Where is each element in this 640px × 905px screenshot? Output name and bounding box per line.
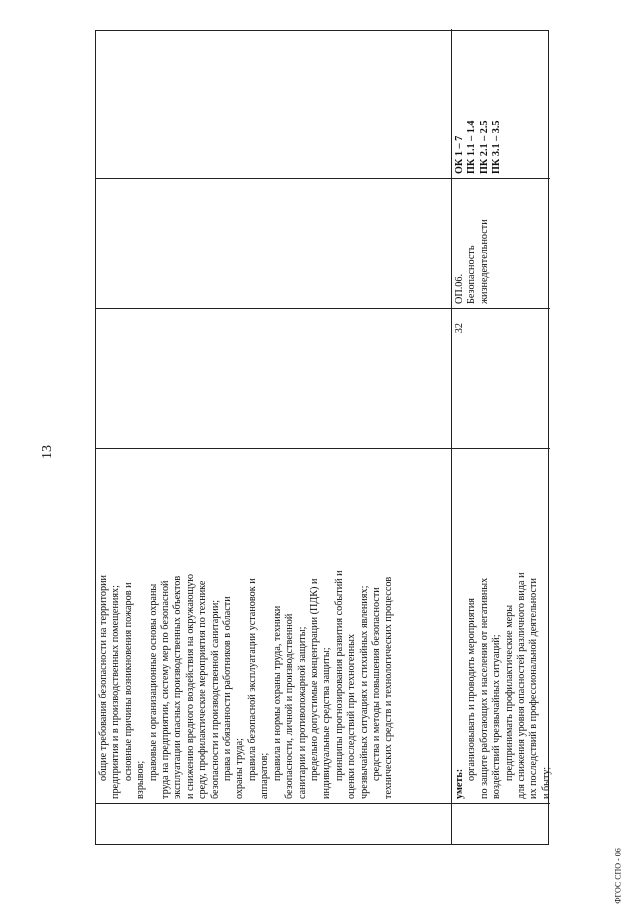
curriculum-table	[95, 30, 552, 845]
knowledge-line: правила безопасной эксплуатации установок и	[246, 578, 258, 781]
knowledge-line: оценки последствий при техногенных	[346, 633, 358, 799]
knowledge-line: труда на предприятии, систему мер по безопасной	[160, 580, 172, 799]
skills-line: организовывать и проводить мероприятия	[466, 598, 478, 781]
index-cell	[96, 804, 451, 844]
skills-line: их последствий в профессиональной деятельности	[528, 578, 540, 799]
knowledge-line: охраны труда;	[234, 738, 246, 799]
discipline-cell	[452, 179, 550, 309]
competence-line: ОК 1 – 7	[454, 135, 465, 174]
knowledge-line: безопасности и производственной санитарии;	[209, 599, 221, 799]
curriculum-table-wrapper	[95, 30, 552, 845]
knowledge-line: среду, профилактические мероприятия по технике	[197, 580, 209, 799]
knowledge-line: предприятия и в производственных помещениях;	[110, 585, 122, 799]
hours-cell-top	[96, 309, 451, 449]
knowledge-line: принципы прогнозирования развития событий и	[333, 570, 345, 781]
page-number: 13	[40, 445, 55, 459]
skills-line: и быту;	[540, 766, 552, 799]
discipline-line: ОП.06.	[454, 274, 465, 304]
discipline-line: жизнедеятельности	[478, 219, 490, 304]
knowledge-line: и снижению вредного воздействия на окружающую	[184, 574, 196, 799]
index-cell-bottom	[452, 804, 550, 844]
skills-line: воздействий чрезвычайных ситуаций;	[491, 634, 503, 799]
skills-cell	[452, 449, 550, 804]
knowledge-line: права и обязанности работников в области	[222, 596, 234, 781]
knowledge-line: взрывов;	[135, 760, 147, 799]
knowledge-line: индивидуальные средства защиты;	[321, 647, 333, 799]
knowledge-line: правовые и организационные основы охраны	[147, 583, 159, 781]
competence-cell-top	[96, 29, 451, 179]
competence-line: ПК 2.1 – 2.5	[478, 120, 490, 174]
table-row-skills	[452, 29, 550, 844]
knowledge-line: правила и нормы охраны труда, техники	[271, 605, 283, 781]
table-row-knowledge	[96, 29, 452, 844]
competence-cell	[452, 29, 550, 179]
skills-line: для снижения уровня опасностей различного вида и	[516, 572, 528, 799]
knowledge-cell	[96, 449, 451, 804]
knowledge-line: санитарии и противопожарной защиты;	[296, 626, 308, 799]
hours-value: 32	[454, 323, 465, 334]
skills-line: предпринимать профилактические меры	[503, 604, 515, 781]
discipline-cell-top	[96, 179, 451, 309]
discipline-line: Безопасность	[466, 245, 478, 304]
competence-line: ПК 3.1 – 3.5	[491, 120, 503, 174]
knowledge-line: средства и методы повышения безопасности	[370, 587, 382, 781]
knowledge-line: технических средств и технологических процессов	[383, 576, 395, 799]
skills-title: уметь:	[454, 768, 465, 799]
knowledge-line: общие требования безопасности на территории	[98, 574, 109, 781]
knowledge-line: чрезвычайных ситуациях и стихийных явлениях;	[358, 585, 370, 799]
hours-cell	[452, 309, 550, 449]
knowledge-line: безопасности, личной и производственной	[284, 613, 296, 799]
skills-line: по защите работающих и населения от негативных	[478, 577, 490, 799]
footer-code: ФГОС СПО - 06	[613, 848, 623, 904]
knowledge-line: аппаратов;	[259, 752, 271, 799]
knowledge-line: предельно допустимые концентрации (ПДК) и	[308, 578, 320, 781]
knowledge-line: эксплуатации опасных производственных объектов	[172, 575, 184, 799]
competence-line: ПК 1.1 – 1.4	[466, 120, 478, 174]
knowledge-line: основные причины возникновения пожаров и	[122, 582, 134, 781]
